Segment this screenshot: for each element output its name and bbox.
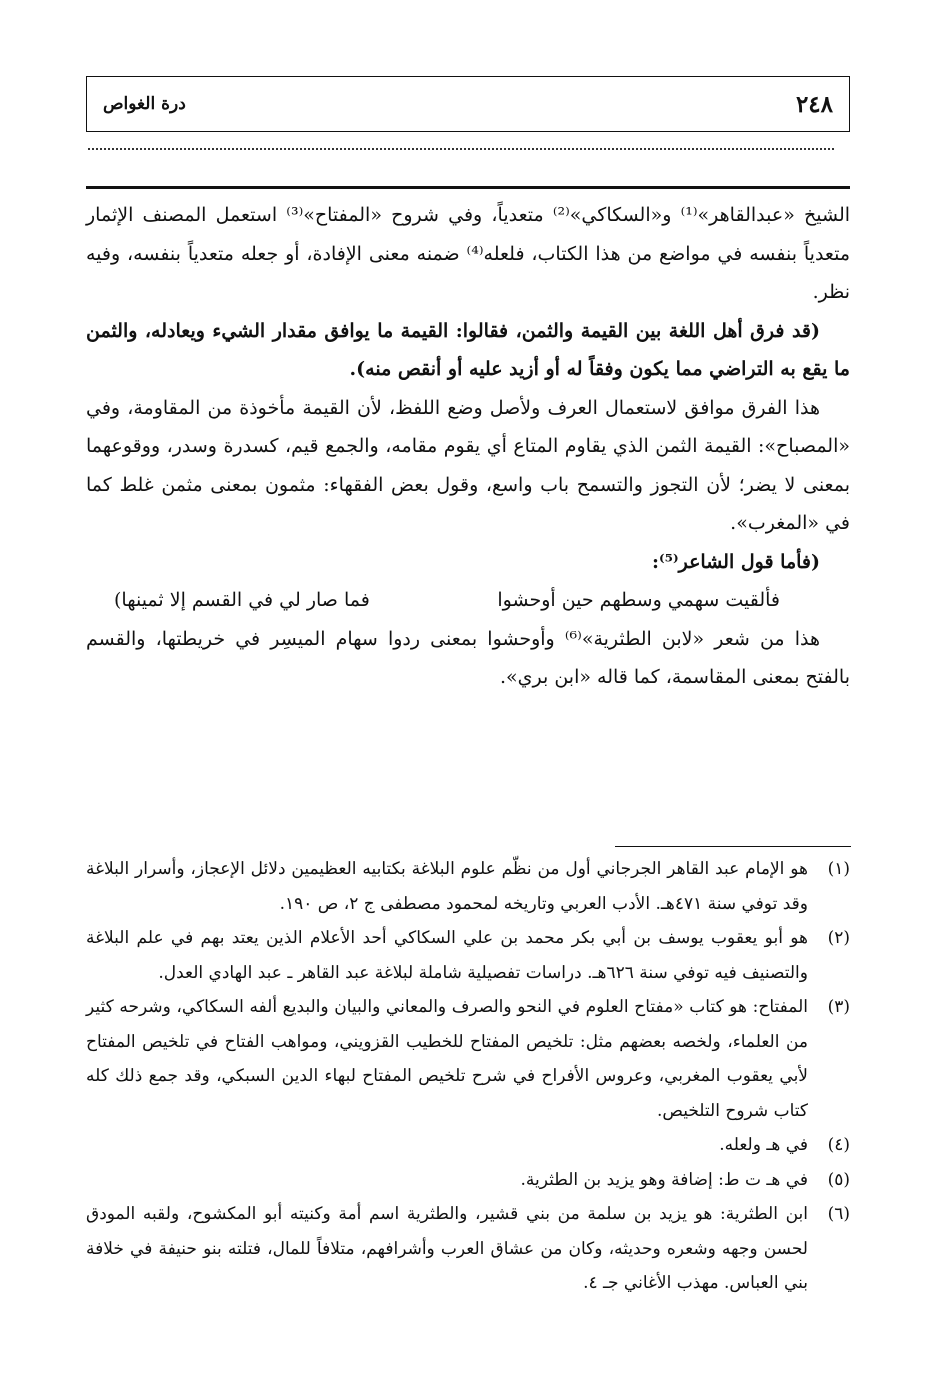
text-top-rule	[86, 186, 850, 189]
footnote	[86, 1197, 850, 1301]
paragraph: هذا الفرق موافق لاستعمال العرف ولأصل وضع اللفظ، لأن القيمة مأخوذة من المقاومة، وفي «المصباح»: القيمة الثمن الذي يقاوم المتاع أي يقوم مقامه، والجمع قيم، كسدرة وسدر، ووقوعهما بمعنى لا يضر؛ لأن التجوز والتسمح باب واسع، وقول بعض الفقهاء: مثمون بمعنى مثمن غلط كما في «المغرب».	[86, 396, 850, 534]
footnote-text: في هـ ت ط: إضافة وهو يزيد بن الطثرية.	[520, 1169, 808, 1190]
poem-verse	[86, 581, 850, 620]
footnotes	[86, 852, 850, 1301]
footnote-number: (٦)	[827, 1204, 850, 1224]
poem-intro: (فأما قول الشاعر⁽⁵⁾:	[651, 550, 820, 573]
footnote-text: هو الإمام عبد القاهر الجرجاني أول من نظّم علوم البلاغة بكتابيه العظيمين دلائل الإعجاز، وأسرار البلاغة وقد توفي سنة ٤٧١هـ. الأدب العربي وتاريخه لمحمود مصطفى ج ٢، ص ١٩٠.	[86, 859, 808, 914]
dotted-separator	[88, 148, 834, 154]
footnote	[86, 921, 850, 990]
running-title: درة الغواص	[103, 94, 186, 114]
footnote-text: هو أبو يعقوب يوسف بن أبي بكر محمد بن علي السكاكي أحد الأعلام الذين يعتد بهم في علم البلاغة والتصنيف فيه توفي سنة ٦٢٦هـ. دراسات تفصيلية شاملة لبلاغة عبد القاهر ـ عبد الهادي العدل.	[86, 928, 808, 983]
footnote-number: (٥)	[827, 1169, 850, 1190]
main-text	[86, 196, 850, 697]
footnote-text: ابن الطثرية: هو يزيد بن سلمة من بني قشير، والطثرية اسم أمة وكنيته أبو المكشوح، ولقبه المودق لحسن وجهه وشعره وحديثه، وكان من عشاق العرب وأشرافهم، متلافاً للمال، فتلته بنو حنيفة في خلافة بني العباس. مهذب الأغاني جـ ٤.	[86, 1204, 808, 1293]
footnote-number: (٢)	[827, 928, 850, 948]
verse-second-hemistich: فما صار لي في القسم إلا ثمينها)	[114, 589, 370, 611]
footnote-number: (٣)	[827, 997, 850, 1017]
footnote-rule	[615, 846, 851, 847]
page-header	[86, 76, 850, 132]
footnote-text: المفتاح: هو كتاب «مفتاح العلوم في النحو والصرف والمعاني والبيان والبديع ألفه السكاكي، وشرحه كثير من العلماء، ولخصه بعضهم مثل: تلخيص المفتاح للخطيب القزويني، ومواهب الفتاح في تلخيص المفتاح لأبي يعقوب المغربي، وعروس الأفراح في شرح تلخيص المفتاح لبهاء الدين السبكي، وقد جمع ذلك كله كتاب شروح التلخيص.	[86, 997, 808, 1121]
page-number: ٢٤٨	[795, 90, 833, 118]
footnote	[86, 852, 850, 921]
footnote-text: في هـ ولعله.	[719, 1135, 808, 1155]
footnote-number: (٤)	[827, 1135, 850, 1155]
footnote	[86, 1128, 850, 1163]
footnote	[86, 990, 850, 1128]
quoted-passage: (قد فرق أهل اللغة بين القيمة والثمن، فقالوا: القيمة ما يوافق مقدار الشيء ويعادله، والثمن ما يقع به التراضي مما يكون وفقاً له أو أزيد عليه أو أنقص منه).	[86, 319, 850, 380]
paragraph: الشيخ «عبدالقاهر»⁽¹⁾ و«السكاكي»⁽²⁾ متعدياً، وفي شروح «المفتاح»⁽³⁾ استعمل المصنف الإثمار متعدياً بنفسه في مواضع من هذا الكتاب، فلعله⁽⁴⁾ ضمنه معنى الإفادة، أو جعله متعدياً بنفسه، وفيه نظر.	[86, 204, 851, 303]
verse-first-hemistich: فألقيت سهمي وسطهم حين أوحشوا	[497, 589, 780, 611]
paragraph: هذا من شعر «لابن الطثرية»⁽⁶⁾ وأوحشوا بمعنى ردوا سهام الميسِر في خريطتها، والقسم بالفتح بمعنى المقاسمة، كما قاله «ابن بري».	[86, 627, 850, 688]
footnote	[86, 1163, 850, 1198]
footnote-number: (١)	[827, 859, 850, 879]
